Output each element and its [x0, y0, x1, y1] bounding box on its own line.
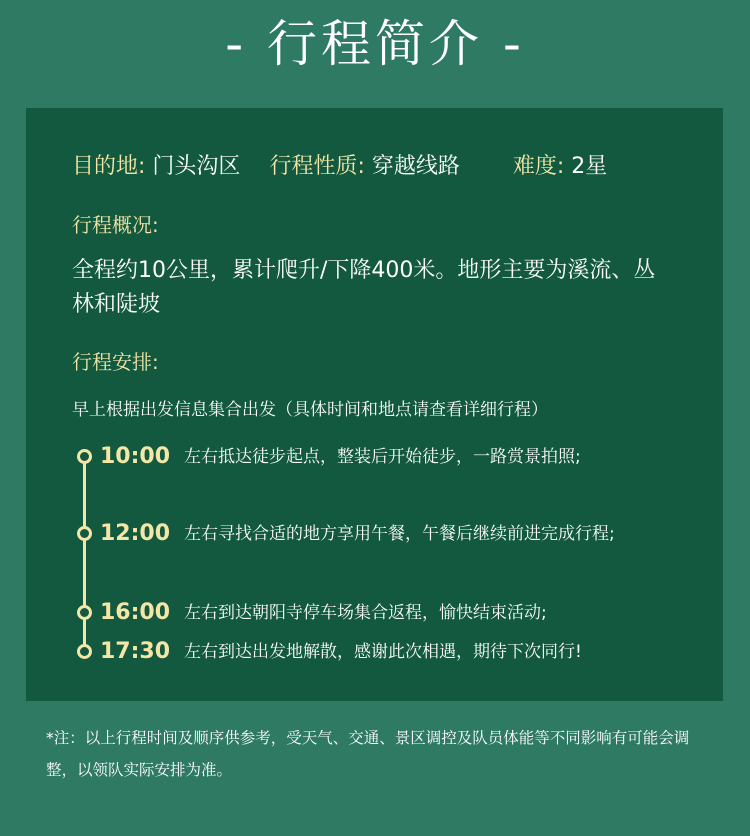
timeline-description: 左右到达出发地解散，感谢此次相遇，期待下次同行!: [184, 642, 582, 662]
trip-nature-label: 行程性质:: [269, 154, 365, 179]
destination-label: 目的地:: [72, 154, 146, 179]
timeline-dot-icon: [77, 605, 92, 620]
difficulty-value: 2星: [571, 154, 608, 179]
schedule-label: 行程安排:: [72, 350, 159, 374]
destination-value: 门头沟区: [152, 154, 241, 179]
timeline-time: 16:00: [100, 600, 171, 625]
itinerary-card: [26, 108, 723, 701]
overview-label: 行程概况:: [72, 213, 159, 237]
timeline-description: 左右抵达徒步起点，整装后开始徒步，一路赏景拍照;: [184, 447, 581, 467]
trip-meta-row: [72, 152, 607, 182]
timeline-dot-icon: [77, 644, 92, 659]
overview-text: 全程约10公里，累计爬升/下降400米。地形主要为溪流、丛林和陡坡: [72, 258, 656, 317]
schedule-intro: 早上根据出发信息集合出发（具体时间和地点请查看详细行程）: [72, 400, 548, 420]
timeline-dot-icon: [77, 526, 92, 541]
timeline-description: 左右到达朝阳寺停车场集合返程，愉快结束活动;: [184, 603, 547, 623]
timeline-time: 12:00: [100, 521, 171, 546]
timeline-time: 17:30: [100, 639, 171, 664]
timeline-dot-icon: [77, 449, 92, 464]
timeline-time: 10:00: [100, 444, 171, 469]
timeline-description: 左右寻找合适的地方享用午餐，午餐后继续前进完成行程;: [184, 524, 615, 544]
disclaimer-note: *注：以上行程时间及顺序供参考，受天气、交通、景区调控及队员体能等不同影响有可能会调整，以领队实际安排为准。: [46, 729, 690, 779]
trip-nature-value: 穿越线路: [371, 154, 460, 179]
timeline-line: [83, 458, 86, 652]
page-title: - 行程简介 -: [225, 15, 525, 73]
difficulty-label: 难度:: [512, 154, 565, 179]
